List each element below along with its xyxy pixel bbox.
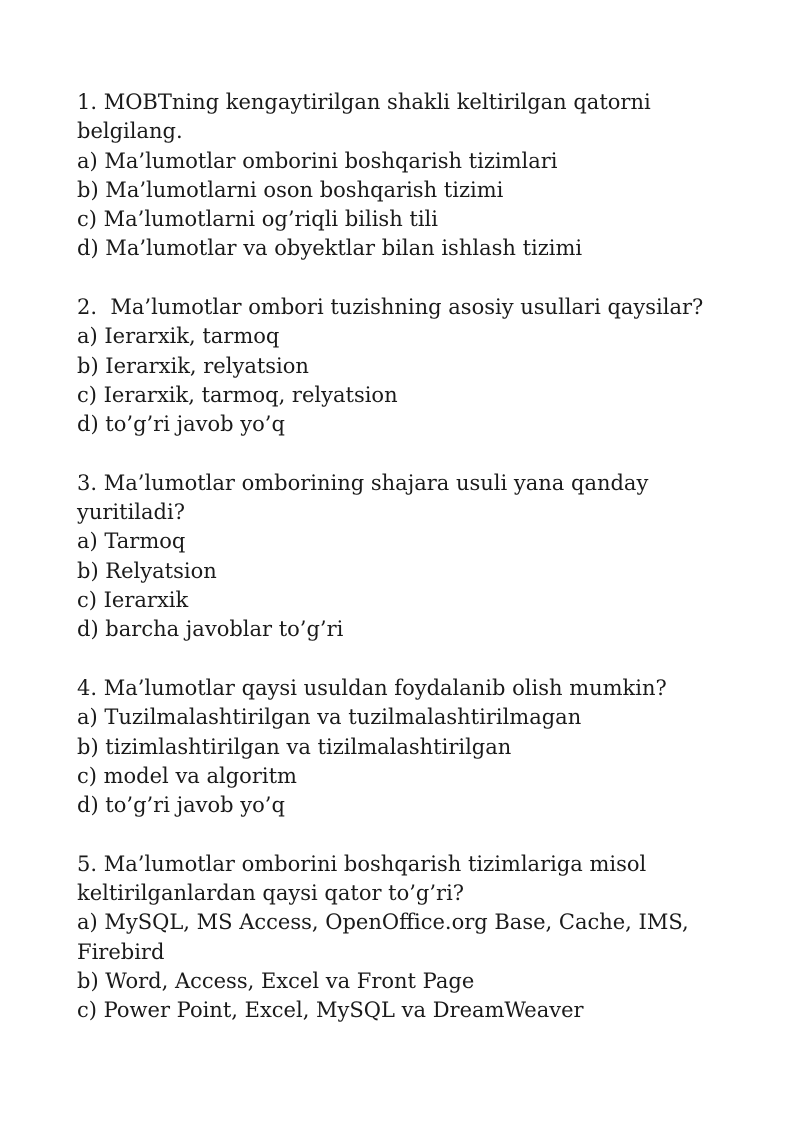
answer-option-b: b) Relyatsion <box>77 558 217 583</box>
answer-option-d: d) to’g’ri javob yo’q <box>77 793 285 818</box>
answer-option-d: d) barcha javoblar to’g’ri <box>77 617 344 642</box>
question-2 <box>77 293 757 439</box>
answer-option-a: a) MySQL, MS Access, OpenOffice.org Base, Cache, IMS, <box>77 910 689 935</box>
question-text-line: 3. Ma’lumotlar omborining shajara usuli yana qanday <box>77 470 649 495</box>
answer-option-a: a) Tuzilmalashtirilgan va tuzilmalashtirilmagan <box>77 705 582 730</box>
answer-option-c: c) Ierarxik <box>77 588 189 613</box>
answer-option-d: d) to’g’ri javob yo’q <box>77 412 285 437</box>
question-text-line: keltirilganlardan qaysi qator to’g’ri? <box>77 881 465 906</box>
document-page <box>77 88 757 1026</box>
answer-option-a: a) Ma’lumotlar omborini boshqarish tizimlari <box>77 148 558 173</box>
answer-option-d: d) Ma’lumotlar va obyektlar bilan ishlash tizimi <box>77 236 583 261</box>
question-text-line: 4. Ma’lumotlar qaysi usuldan foydalanib olish mumkin? <box>77 675 667 700</box>
question-5 <box>77 850 757 1026</box>
answer-option-a: a) Ierarxik, tarmoq <box>77 324 280 349</box>
question-text-line: 5. Ma’lumotlar omborini boshqarish tizimlariga misol <box>77 851 647 876</box>
answer-option-c: c) Ma’lumotlarni og’riqli bilish tili <box>77 207 438 232</box>
question-1 <box>77 88 757 264</box>
answer-option-a: a) Tarmoq <box>77 529 186 554</box>
answer-option-b: b) Word, Access, Excel va Front Page <box>77 968 475 993</box>
question-4 <box>77 674 757 820</box>
answer-option-c: c) Ierarxik, tarmoq, relyatsion <box>77 382 398 407</box>
question-text-line: 1. MOBTning kengaytirilgan shakli keltirilgan qatorni <box>77 90 651 114</box>
question-text-line: belgilang. <box>77 119 183 144</box>
question-text-line: 2. Ma’lumotlar ombori tuzishning asosiy usullari qaysilar? <box>77 295 704 320</box>
answer-option-c: c) Power Point, Excel, MySQL va DreamWeaver <box>77 998 584 1023</box>
answer-option-b: b) tizimlashtirilgan va tizilmalashtirilgan <box>77 734 512 759</box>
question-3 <box>77 469 757 645</box>
question-text-line: yuritiladi? <box>77 500 185 525</box>
answer-option-a-continued: Firebird <box>77 939 165 964</box>
answer-option-b: b) Ierarxik, relyatsion <box>77 353 309 378</box>
answer-option-c: c) model va algoritm <box>77 763 297 788</box>
answer-option-b: b) Ma’lumotlarni oson boshqarish tizimi <box>77 177 504 202</box>
